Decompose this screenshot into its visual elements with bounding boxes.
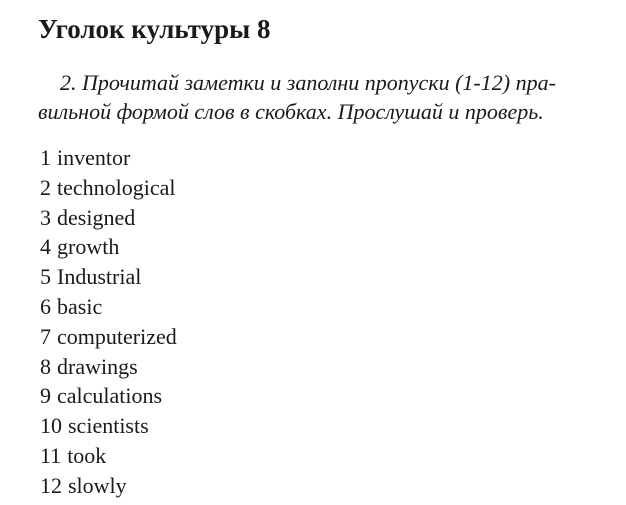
answer-word: Industrial: [57, 264, 142, 290]
answer-word: scientists: [68, 413, 149, 439]
answer-item: [40, 352, 177, 382]
page-title: Уголок культуры 8: [38, 14, 271, 44]
answer-number: 1: [40, 145, 51, 170]
answer-number: 10: [40, 413, 62, 439]
answer-number: 7: [40, 323, 51, 349]
exercise-instruction: [38, 68, 618, 126]
answer-item: [40, 381, 177, 411]
answer-word: inventor: [57, 145, 131, 170]
answer-list: [40, 143, 177, 501]
answer-item: [40, 232, 177, 262]
answer-word: designed: [57, 204, 136, 230]
answer-number: 4: [40, 234, 51, 260]
answer-number: 6: [40, 293, 51, 319]
answer-word: took: [67, 442, 107, 468]
answer-word: basic: [57, 293, 103, 319]
answer-word: drawings: [57, 353, 138, 379]
answer-word: computerized: [57, 323, 177, 349]
answer-number: 11: [40, 442, 62, 468]
answer-item: [40, 471, 177, 501]
answer-number: 2: [40, 174, 51, 200]
answer-number: 9: [40, 383, 51, 409]
answer-number: 3: [40, 204, 51, 230]
answer-item: [40, 322, 177, 352]
answer-number: 5: [40, 264, 51, 290]
instruction-line-1: 2. Прочитай заметки и заполни пропуски (1-12) пра-: [60, 70, 556, 95]
answer-word: technological: [57, 174, 176, 200]
answer-item: [40, 292, 177, 322]
answer-number: 8: [40, 353, 51, 379]
answer-item: [40, 262, 177, 292]
answer-word: slowly: [68, 472, 127, 498]
answer-word: growth: [57, 234, 120, 260]
answer-item: [40, 203, 177, 233]
answer-item: [40, 143, 177, 173]
instruction-line-2: вильной формой слов в скобках. Прослушай и проверь.: [38, 99, 544, 124]
answer-number: 12: [40, 472, 62, 498]
answer-item: [40, 411, 177, 441]
answer-word: calculations: [57, 383, 163, 409]
answer-item: [40, 441, 177, 471]
answer-item: [40, 173, 177, 203]
